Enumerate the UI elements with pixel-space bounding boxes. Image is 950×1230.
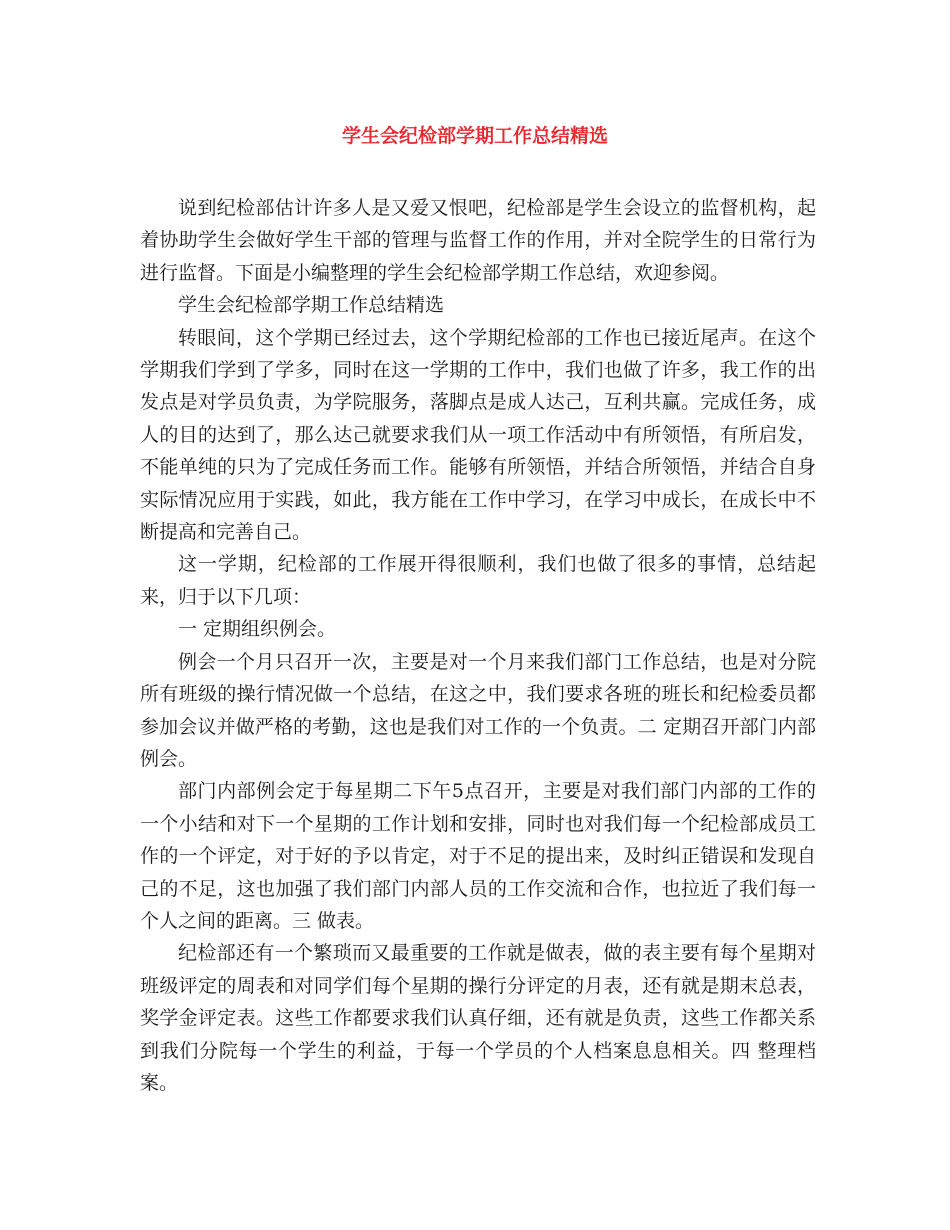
paragraph-item-one-heading: 一 定期组织例会。 — [178, 618, 337, 641]
paragraph-item-three: 纪检部还有一个繁琐而又最重要的工作就是做表，做的表主要有每个星期对班级评定的周表和对同学们每个星期的操行分评定的月表，还有就是期末总表，奖学金评定表。这些工作都要求我们认真仔细，还有就是负责，这些工作都关系到我们分院每一个学生的利益，于每一个学员的个人档案息息相关。四 整理档案。 — [140, 942, 816, 1094]
document-title: 学生会纪检部学期工作总结精选 — [341, 125, 608, 147]
paragraph-item-one: 例会一个月只召开一次，主要是对一个月来我们部门工作总结，也是对分院所有班级的操行情况做一个总结，在这之中，我们要求各班的班长和纪检委员都参加会议并做严格的考勤，这也是我们对工作的一个负责。二 定期召开部门内部例会。 — [140, 650, 816, 770]
paragraph-summary-lead: 这一学期，纪检部的工作展开得很顺利，我们也做了很多的事情，总结起来，归于以下几项： — [140, 553, 816, 608]
document-body — [140, 192, 816, 1099]
paragraph-intro: 说到纪检部估计许多人是又爱又恨吧，纪检部是学生会设立的监督机构，起着协助学生会做好学生干部的管理与监督工作的作用，并对全院学生的日常行为进行监督。下面是小编整理的学生会纪检部学期工作总结，欢迎参阅。 — [140, 197, 816, 284]
paragraph-item-two: 部门内部例会定于每星期二下午5点召开，主要是对我们部门内部的工作的一个小结和对下一个星期的工作计划和安排，同时也对我们每一个纪检部成员工作的一个评定，对于好的予以肯定，对于不足的提出来，及时纠正错误和发现自己的不足，这也加强了我们部门内部人员的工作交流和合作，也拉近了我们每一个人之间的距离。三 做表。 — [140, 780, 816, 932]
paragraph-subtitle: 学生会纪检部学期工作总结精选 — [178, 294, 445, 317]
paragraph-overview: 转眼间，这个学期已经过去，这个学期纪检部的工作也已接近尾声。在这个学期我们学到了学多，同时在这一学期的工作中，我们也做了许多，我工作的出发点是对学员负责，为学院服务，落脚点是成人达己，互利共赢。完成任务，成人的目的达到了，那么达己就要求我们从一项工作活动中有所领悟，有所启发，不能单纯的只为了完成任务而工作。能够有所领悟，并结合所领悟，并结合自身实际情况应用于实践，如此，我方能在工作中学习，在学习中成长，在成长中不断提高和完善自己。 — [140, 326, 816, 544]
